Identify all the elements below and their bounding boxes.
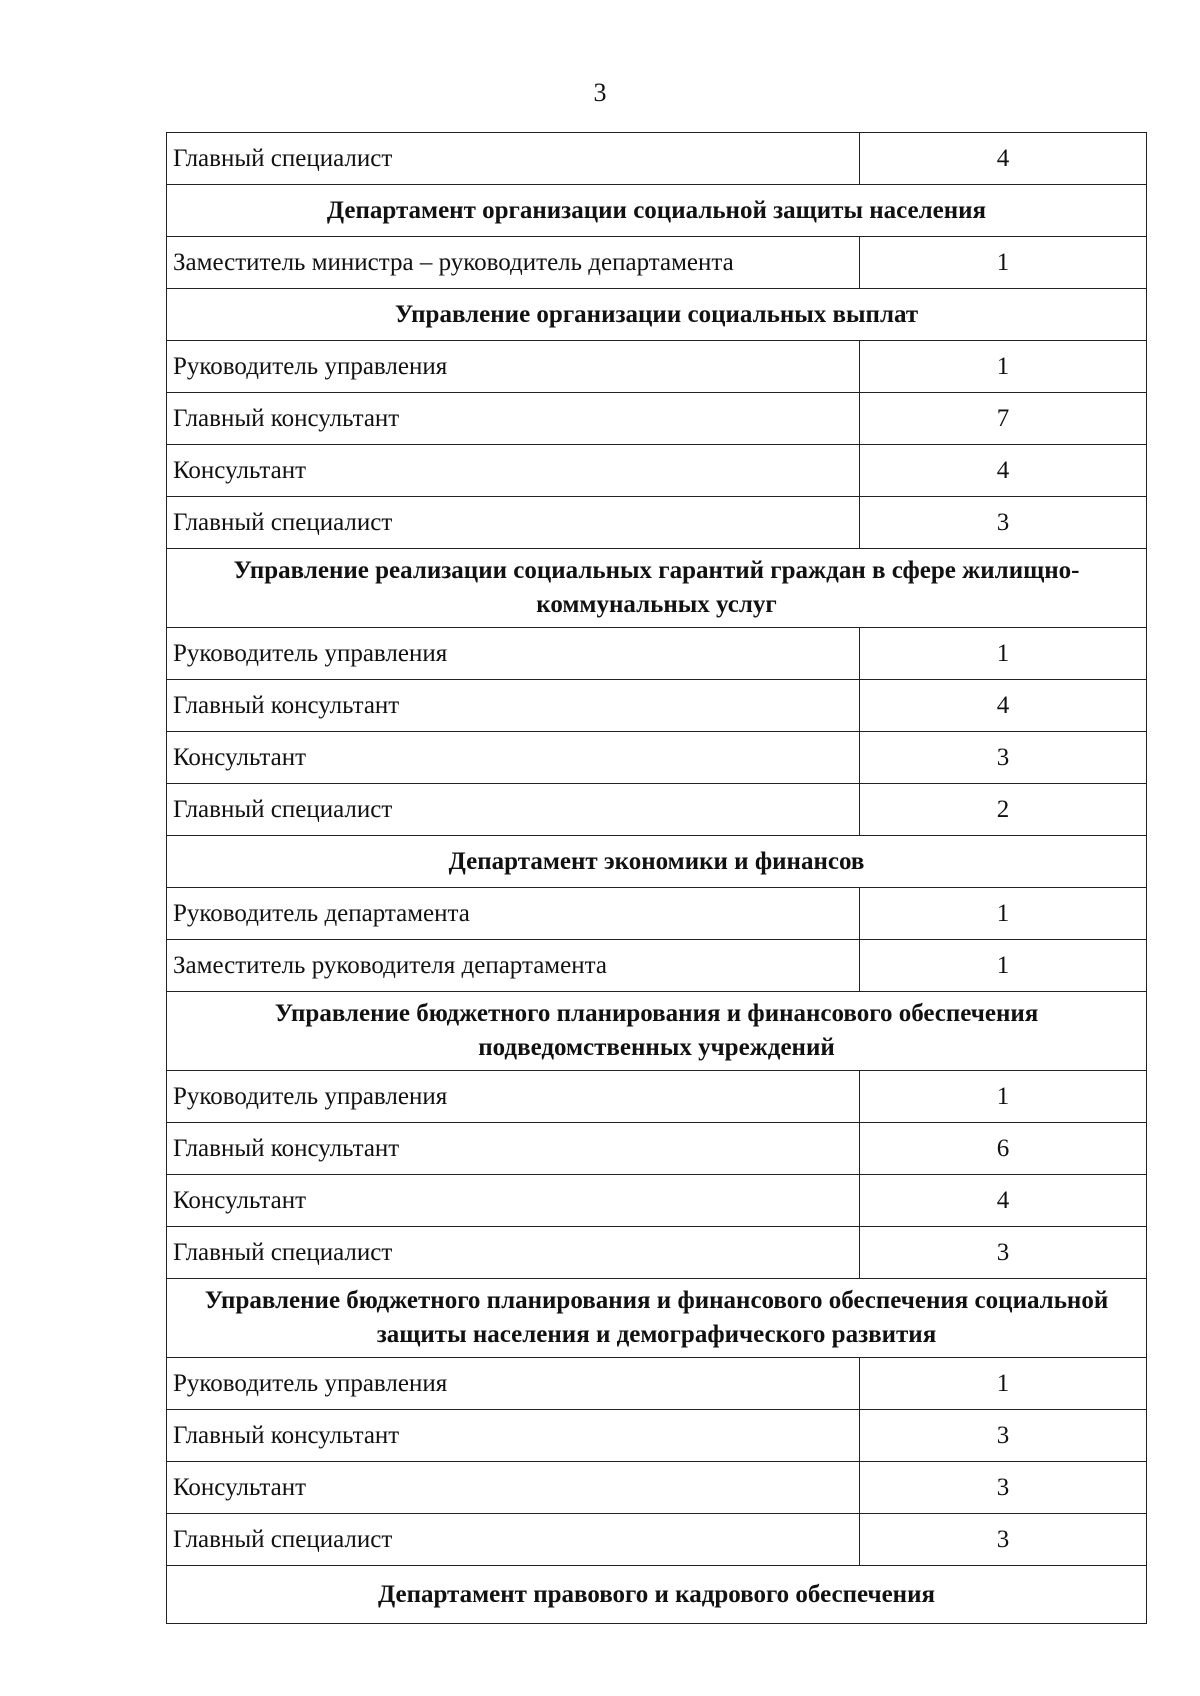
position-cell: Главный консультант	[167, 1123, 860, 1175]
table-row	[167, 732, 1147, 784]
count-cell: 4	[860, 680, 1147, 732]
section-heading: Управление бюджетного планирования и финансового обеспечения социальной защиты населения и демографического развития	[167, 1279, 1147, 1358]
table-row	[167, 341, 1147, 393]
table-row	[167, 1123, 1147, 1175]
table-row	[167, 1227, 1147, 1279]
count-cell: 1	[860, 1358, 1147, 1410]
table-row	[167, 888, 1147, 940]
position-cell: Главный специалист	[167, 1514, 860, 1566]
count-cell: 1	[860, 628, 1147, 680]
position-cell: Консультант	[167, 445, 860, 497]
section-heading-row	[167, 992, 1147, 1071]
section-heading-row	[167, 1566, 1147, 1624]
position-cell: Руководитель управления	[167, 341, 860, 393]
table-row	[167, 497, 1147, 549]
position-cell: Заместитель министра – руководитель департамента	[167, 237, 860, 289]
section-heading: Департамент экономики и финансов	[167, 836, 1147, 888]
position-cell: Главный консультант	[167, 1410, 860, 1462]
count-cell: 2	[860, 784, 1147, 836]
section-heading-row	[167, 836, 1147, 888]
position-cell: Руководитель управления	[167, 628, 860, 680]
table-row	[167, 133, 1147, 185]
position-cell: Руководитель управления	[167, 1358, 860, 1410]
table-row	[167, 1462, 1147, 1514]
count-cell: 4	[860, 445, 1147, 497]
position-cell: Главный консультант	[167, 680, 860, 732]
position-cell: Консультант	[167, 1462, 860, 1514]
section-heading-row	[167, 549, 1147, 628]
table-row	[167, 1410, 1147, 1462]
count-cell: 1	[860, 940, 1147, 992]
count-cell: 3	[860, 497, 1147, 549]
section-heading: Департамент организации социальной защиты населения	[167, 185, 1147, 237]
table-row	[167, 445, 1147, 497]
staff-table	[166, 132, 1147, 1624]
table-row	[167, 393, 1147, 445]
position-cell: Консультант	[167, 732, 860, 784]
position-cell: Консультант	[167, 1175, 860, 1227]
count-cell: 1	[860, 341, 1147, 393]
section-heading: Департамент правового и кадрового обеспечения	[167, 1566, 1147, 1624]
section-heading-row	[167, 289, 1147, 341]
section-heading: Управление организации социальных выплат	[167, 289, 1147, 341]
table-row	[167, 680, 1147, 732]
count-cell: 4	[860, 133, 1147, 185]
count-cell: 6	[860, 1123, 1147, 1175]
table-row	[167, 784, 1147, 836]
table-row	[167, 1514, 1147, 1566]
count-cell: 3	[860, 1514, 1147, 1566]
position-cell: Главный специалист	[167, 1227, 860, 1279]
position-cell: Главный консультант	[167, 393, 860, 445]
section-heading: Управление реализации социальных гарантий граждан в сфере жилищно-коммунальных услуг	[167, 549, 1147, 628]
section-heading-row	[167, 1279, 1147, 1358]
position-cell: Руководитель департамента	[167, 888, 860, 940]
count-cell: 3	[860, 1462, 1147, 1514]
count-cell: 4	[860, 1175, 1147, 1227]
position-cell: Главный специалист	[167, 133, 860, 185]
table-row	[167, 1175, 1147, 1227]
count-cell: 1	[860, 237, 1147, 289]
section-heading-row	[167, 185, 1147, 237]
section-heading: Управление бюджетного планирования и финансового обеспечения подведомственных учреждений	[167, 992, 1147, 1071]
position-cell: Главный специалист	[167, 497, 860, 549]
page-number: 3	[593, 78, 607, 107]
position-cell: Руководитель управления	[167, 1071, 860, 1123]
table-row	[167, 940, 1147, 992]
count-cell: 7	[860, 393, 1147, 445]
count-cell: 1	[860, 1071, 1147, 1123]
table-row	[167, 237, 1147, 289]
table-row	[167, 628, 1147, 680]
count-cell: 3	[860, 1410, 1147, 1462]
position-cell: Главный специалист	[167, 784, 860, 836]
table-row	[167, 1358, 1147, 1410]
count-cell: 3	[860, 732, 1147, 784]
position-cell: Заместитель руководителя департамента	[167, 940, 860, 992]
table-row	[167, 1071, 1147, 1123]
count-cell: 3	[860, 1227, 1147, 1279]
count-cell: 1	[860, 888, 1147, 940]
